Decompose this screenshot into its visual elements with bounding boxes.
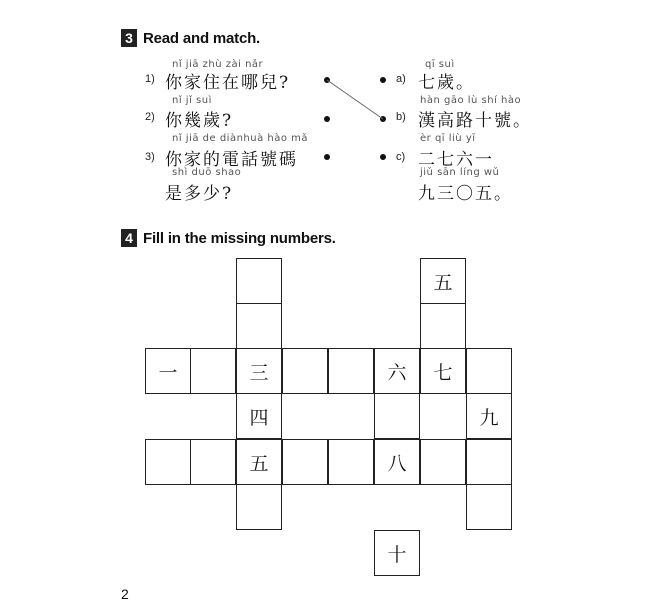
grid-cell[interactable] [328,348,374,394]
question-3-pinyin: nǐ jiā de diànhuà hào mǎ [172,133,309,144]
grid-cell[interactable] [466,348,512,394]
answer-b-dot[interactable] [380,116,386,122]
grid-cell[interactable]: 一 [145,348,191,394]
answer-c-pinyin: èr qī liù yī [420,133,476,144]
grid-cell[interactable] [374,393,420,439]
answer-c-dot[interactable] [380,154,386,160]
grid-cell[interactable]: 五 [420,258,466,304]
grid-cell[interactable] [190,439,236,485]
grid-cell[interactable] [236,258,282,304]
grid-cell[interactable]: 九 [466,393,512,439]
answer-b-label: b) [396,111,406,123]
grid-cell[interactable]: 六 [374,348,420,394]
grid-cell[interactable] [190,348,236,394]
grid-cell[interactable]: 五 [236,439,282,485]
question-1-text: 你家住在哪兒? [165,73,291,93]
grid-cell[interactable] [236,484,282,530]
page-number: 2 [121,586,129,602]
answer-c-text-line2: 九三〇五。 [418,184,513,204]
answer-c-label: c) [396,151,406,163]
grid-cell[interactable] [282,439,328,485]
answer-a-text: 七歲。 [418,73,475,93]
grid-cell[interactable]: 七 [420,348,466,394]
grid-cell[interactable] [420,303,466,349]
question-3-number: 3) [145,151,155,163]
question-3-pinyin-line2: shì duō shao [172,167,242,178]
answer-a-pinyin: qī suì [425,59,455,70]
section-4-header [121,229,336,247]
grid-cell[interactable] [282,348,328,394]
grid-cell[interactable]: 四 [236,393,282,439]
answer-b-pinyin: hàn gāo lù shí hào [420,95,522,106]
grid-cell[interactable] [328,439,374,485]
question-2-number: 2) [145,111,155,123]
question-2-dot[interactable] [324,116,330,122]
question-2-pinyin: nǐ jǐ suì [172,95,212,106]
section-3-number: 3 [121,29,137,47]
question-1-pinyin: nǐ jiā zhù zài nǎr [172,59,264,70]
question-1-number: 1) [145,73,155,85]
answer-c-text: 二七六一 [418,150,494,170]
answer-a-dot[interactable] [380,77,386,83]
grid-cell[interactable] [466,439,512,485]
question-3-dot[interactable] [324,154,330,160]
grid-cell[interactable]: 八 [374,439,420,485]
grid-cell[interactable] [466,484,512,530]
grid-cell[interactable]: 三 [236,348,282,394]
section-4-number: 4 [121,229,137,247]
answer-a-label: a) [396,73,406,85]
grid-cell[interactable] [420,439,466,485]
grid-cell[interactable] [145,439,191,485]
question-3-text: 你家的電話號碼 [165,150,298,170]
section-3-title: Read and match. [143,29,261,47]
answer-c-pinyin-line2: jiǔ sān líng wǔ [420,167,500,178]
match-line [327,80,383,119]
question-3-text-line2: 是多少? [165,184,234,204]
section-4-title: Fill in the missing numbers. [143,229,336,247]
answer-b-text: 漢高路十號。 [418,111,532,131]
grid-cell[interactable] [236,303,282,349]
section-3-header [121,29,260,47]
grid-cell[interactable]: 十 [374,530,420,576]
question-1-dot[interactable] [324,77,330,83]
question-2-text: 你幾歲? [165,111,234,131]
